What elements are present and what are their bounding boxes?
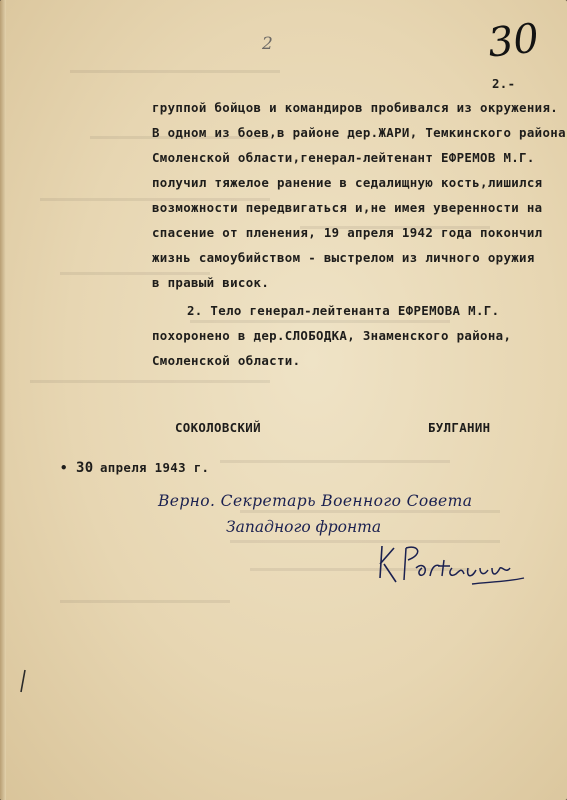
body-line: 2. Тело генерал-лейтенанта ЕФРЕМОВА М.Г.	[187, 303, 500, 318]
sheet-number: 30	[485, 15, 542, 67]
body-line: спасение от пленения, 19 апреля 1942 года покончил	[152, 225, 543, 240]
body-line: Смоленской области.	[152, 353, 301, 368]
body-line: В одном из боев,в районе дер.ЖАРИ, Темкинского района	[152, 125, 566, 140]
pencil-page-number: 2	[262, 34, 273, 54]
certification-line-1: Верно. Секретарь Военного Совета	[158, 492, 473, 510]
date-rest: апреля 1943 г.	[100, 460, 210, 475]
section-marker: 2.-	[492, 76, 516, 91]
body-line: в правый висок.	[152, 275, 270, 290]
body-line: Смоленской области,генерал-лейтенант ЕФРЕМОВ М.Г.	[152, 150, 535, 165]
bleed-through-texture	[0, 40, 567, 760]
body-line: группой бойцов и командиров пробивался из окружения.	[152, 100, 559, 115]
handwritten-signature	[376, 538, 528, 594]
signatory-right: БУЛГАНИН	[428, 420, 491, 435]
certification-line-2: Западного фронта	[226, 518, 382, 536]
date-bullet: •	[60, 460, 68, 475]
margin-tick-mark	[17, 668, 29, 694]
signatory-left: СОКОЛОВСКИЙ	[175, 420, 261, 435]
body-line: жизнь самоубийством - выстрелом из личного оружия	[152, 250, 535, 265]
body-line: получил тяжелое ранение в седалищную кость,лишился	[152, 175, 543, 190]
body-line: похоронено в дер.СЛОБОДКА, Знаменского района,	[152, 328, 512, 343]
body-line: возможности передвигаться и,не имея уверенности на	[152, 200, 543, 215]
date-day: 30	[76, 460, 94, 476]
